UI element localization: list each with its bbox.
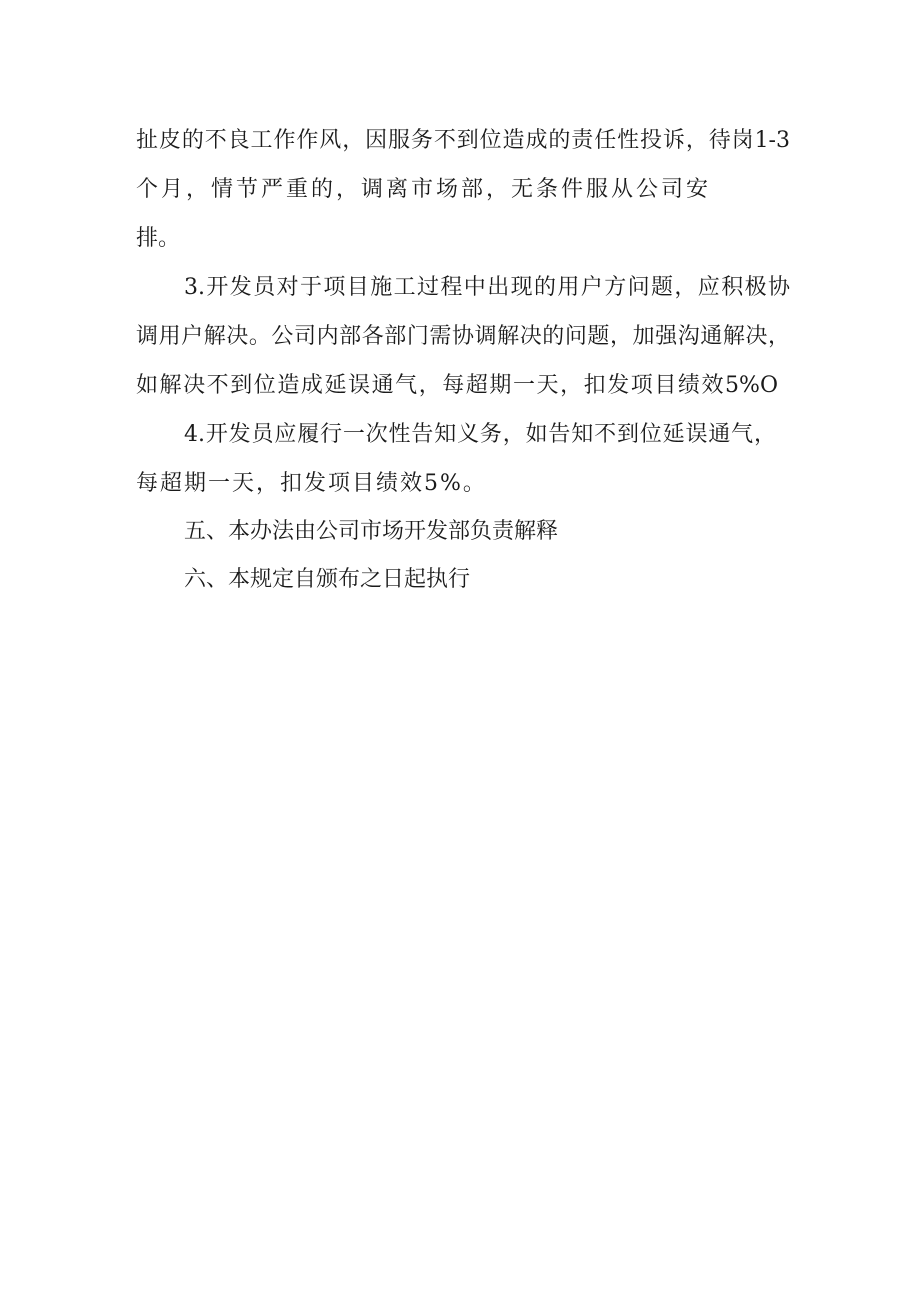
paragraph-3-line-1: 4.开发员应履行一次性告知义务，如告知不到位延误通气， (184, 422, 776, 447)
paragraph-1-line-2: 个月，情节严重的，调离市场部，无条件服从公司安 (136, 177, 712, 202)
paragraph-3-line-2: 每超期一天，扣发项目绩效5%。 (136, 471, 487, 496)
paragraph-1-line-1: 扯皮的不良工作作风，因服务不到位造成的责任性投诉，待岗1-3 (136, 128, 790, 153)
section-6-heading: 六、本规定自颁布之日起执行 (184, 567, 471, 592)
paragraph-2-line-1: 3.开发员对于项目施工过程中出现的用户方问题，应积极协 (184, 275, 790, 300)
paragraph-1-line-3: 排。 (136, 226, 181, 251)
paragraph-2-line-3: 如解决不到位造成延误通气，每超期一天，扣发项目绩效5%O (136, 373, 778, 398)
paragraph-2-line-2: 调用户解决。公司内部各部门需协调解决的问题，加强沟通解决， (136, 324, 790, 349)
section-5-heading: 五、本办法由公司市场开发部负责解释 (184, 519, 559, 544)
